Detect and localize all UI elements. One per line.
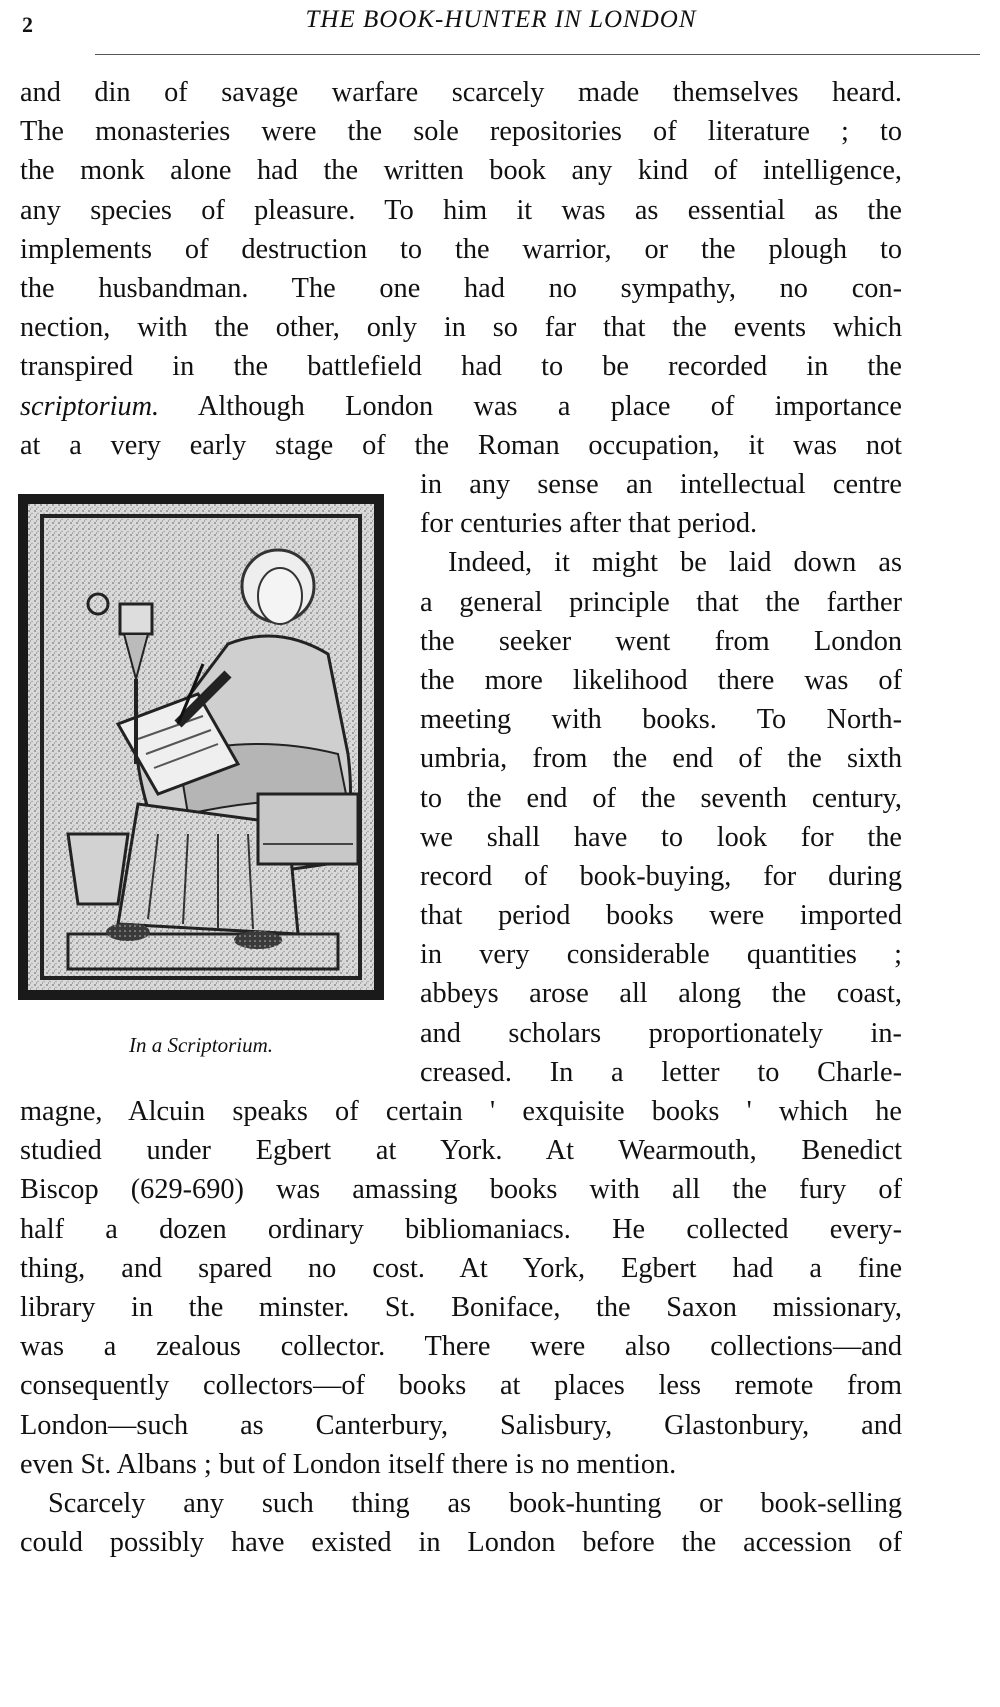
text-line: the husbandman. The one had no sympathy, no con- [20, 272, 902, 304]
text-line: was a zealous collector. There were also collections—and [20, 1331, 902, 1363]
header-rule [95, 54, 980, 55]
text-line: we shall have to look for the [420, 821, 902, 853]
running-title: THE BOOK-HUNTER IN LONDON [305, 6, 697, 33]
text-line: abbeys arose all along the coast, [420, 978, 902, 1010]
text-line: nection, with the other, only in so far that the events which [20, 312, 902, 344]
text-line: transpired in the battlefield had to be recorded in the [20, 351, 902, 383]
text-line: implements of destruction to the warrior, or the plough to [20, 233, 902, 265]
text-line: the more likelihood there was of [420, 664, 902, 696]
text-line: any species of pleasure. To him it was as essential as the [20, 194, 902, 226]
text-line: meeting with books. To North- [420, 704, 902, 736]
text-line: London—such as Canterbury, Salisbury, Glastonbury, and [20, 1409, 902, 1441]
text-line: magne, Alcuin speaks of certain ' exquisite books ' which he [20, 1096, 902, 1127]
italic-term: scriptorium. [20, 390, 160, 422]
text-line: Biscop (629-690) was amassing books with all the fury of [20, 1174, 902, 1206]
body-text-top [20, 73, 902, 465]
text-line: for centuries after that period. [420, 508, 758, 540]
text-line: could possibly have existed in London before the accession of [20, 1527, 902, 1559]
text-line: at a very early stage of the Roman occupation, it was not [20, 429, 902, 461]
text-line: half a dozen ordinary bibliomaniacs. He collected every- [20, 1213, 902, 1245]
running-head [22, 6, 980, 46]
text-line: the monk alone had the written book any kind of intelligence, [20, 155, 902, 187]
text-line: The monasteries were the sole repositories of literature ; to [20, 116, 902, 148]
text-line: the seeker went from London [420, 625, 902, 657]
monk-writing-image [28, 504, 374, 990]
text-line [20, 387, 902, 426]
text-line-rest: Although London was a place of importance [159, 390, 902, 422]
page-number: 2 [22, 12, 33, 37]
text-line: umbria, from the end of the sixth [420, 743, 902, 775]
text-line: even St. Albans ; but of London itself there is no mention. [20, 1448, 677, 1480]
text-line: in very considerable quantities ; [420, 939, 902, 971]
text-line: and din of savage warfare scarcely made themselves heard. [20, 77, 902, 108]
text-line: a general principle that the farther [420, 586, 902, 618]
text-line: studied under Egbert at York. At Wearmouth, Benedict [20, 1135, 902, 1167]
text-line: to the end of the seventh century, [420, 782, 902, 814]
text-line: record of book-buying, for during [420, 860, 902, 892]
body-text-wrap [420, 465, 902, 1092]
text-line: that period books were imported [420, 900, 902, 932]
text-line: creased. In a letter to Charle- [420, 1056, 902, 1088]
text-line: library in the minster. St. Boniface, the Saxon missionary, [20, 1291, 902, 1323]
figure-caption: In a Scriptorium. [128, 1033, 274, 1057]
text-line: consequently collectors—of books at places less remote from [20, 1370, 902, 1402]
body-text-bottom [20, 1092, 902, 1562]
text-line: in any sense an intellectual centre [420, 469, 902, 500]
text-line: Scarcely any such thing as book-hunting or book-selling [48, 1487, 902, 1519]
text-line: thing, and spared no cost. At York, Egbert had a fine [20, 1252, 902, 1284]
text-line: Indeed, it might be laid down as [448, 547, 902, 579]
scriptorium-illustration [18, 494, 384, 1000]
text-line: and scholars proportionately in- [420, 1017, 902, 1049]
